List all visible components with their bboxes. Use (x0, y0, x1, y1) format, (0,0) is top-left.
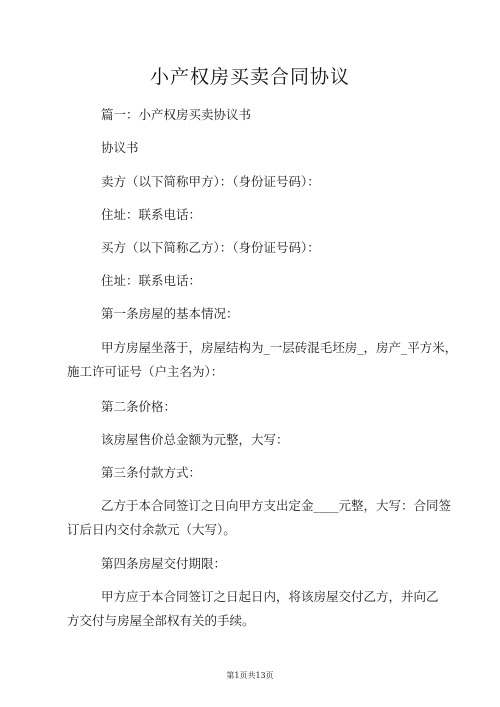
paragraph: 买方（以下简称乙方）：（身份证号码）： (101, 240, 320, 255)
paragraph: 第二条价格： (101, 399, 177, 414)
paragraph: 方交付与房屋全部权有关的手续。 (67, 613, 255, 628)
paragraph: 第一条房屋的基本情况： (101, 306, 239, 321)
paragraph: 订后日内交付余款元（大写）。 (67, 522, 236, 537)
paragraph: 施工许可证号（户主名为）： (67, 364, 224, 379)
paragraph: 第三条付款方式： (101, 465, 202, 480)
paragraph: 住址：联系电话： (101, 273, 202, 288)
paragraph: 卖方（以下简称甲方）：（身份证号码）： (101, 174, 320, 189)
page-number-footer: 第1页共13页 (226, 671, 274, 680)
section-heading: 篇一：小产权房买卖协议书 (101, 107, 252, 122)
paragraph: 甲方应于本合同签订之日起日内，将该房屋交付乙方，并向乙 (101, 589, 439, 604)
document-title: 小产权房买卖合同协议 (149, 66, 350, 88)
paragraph: 该房屋售价总金额为元整，大写： (101, 432, 289, 447)
paragraph: 第四条房屋交付期限： (101, 556, 227, 571)
paragraph: 住址：联系电话： (101, 207, 202, 222)
paragraph: 协议书 (101, 140, 139, 155)
paragraph: 乙方于本合同签订之日向甲方支出定金____元整，大写：合同签 (101, 498, 452, 513)
paragraph: 甲方房屋坐落于，房屋结构为_一层砖混毛坯房_，房产_平方米， (101, 340, 458, 355)
